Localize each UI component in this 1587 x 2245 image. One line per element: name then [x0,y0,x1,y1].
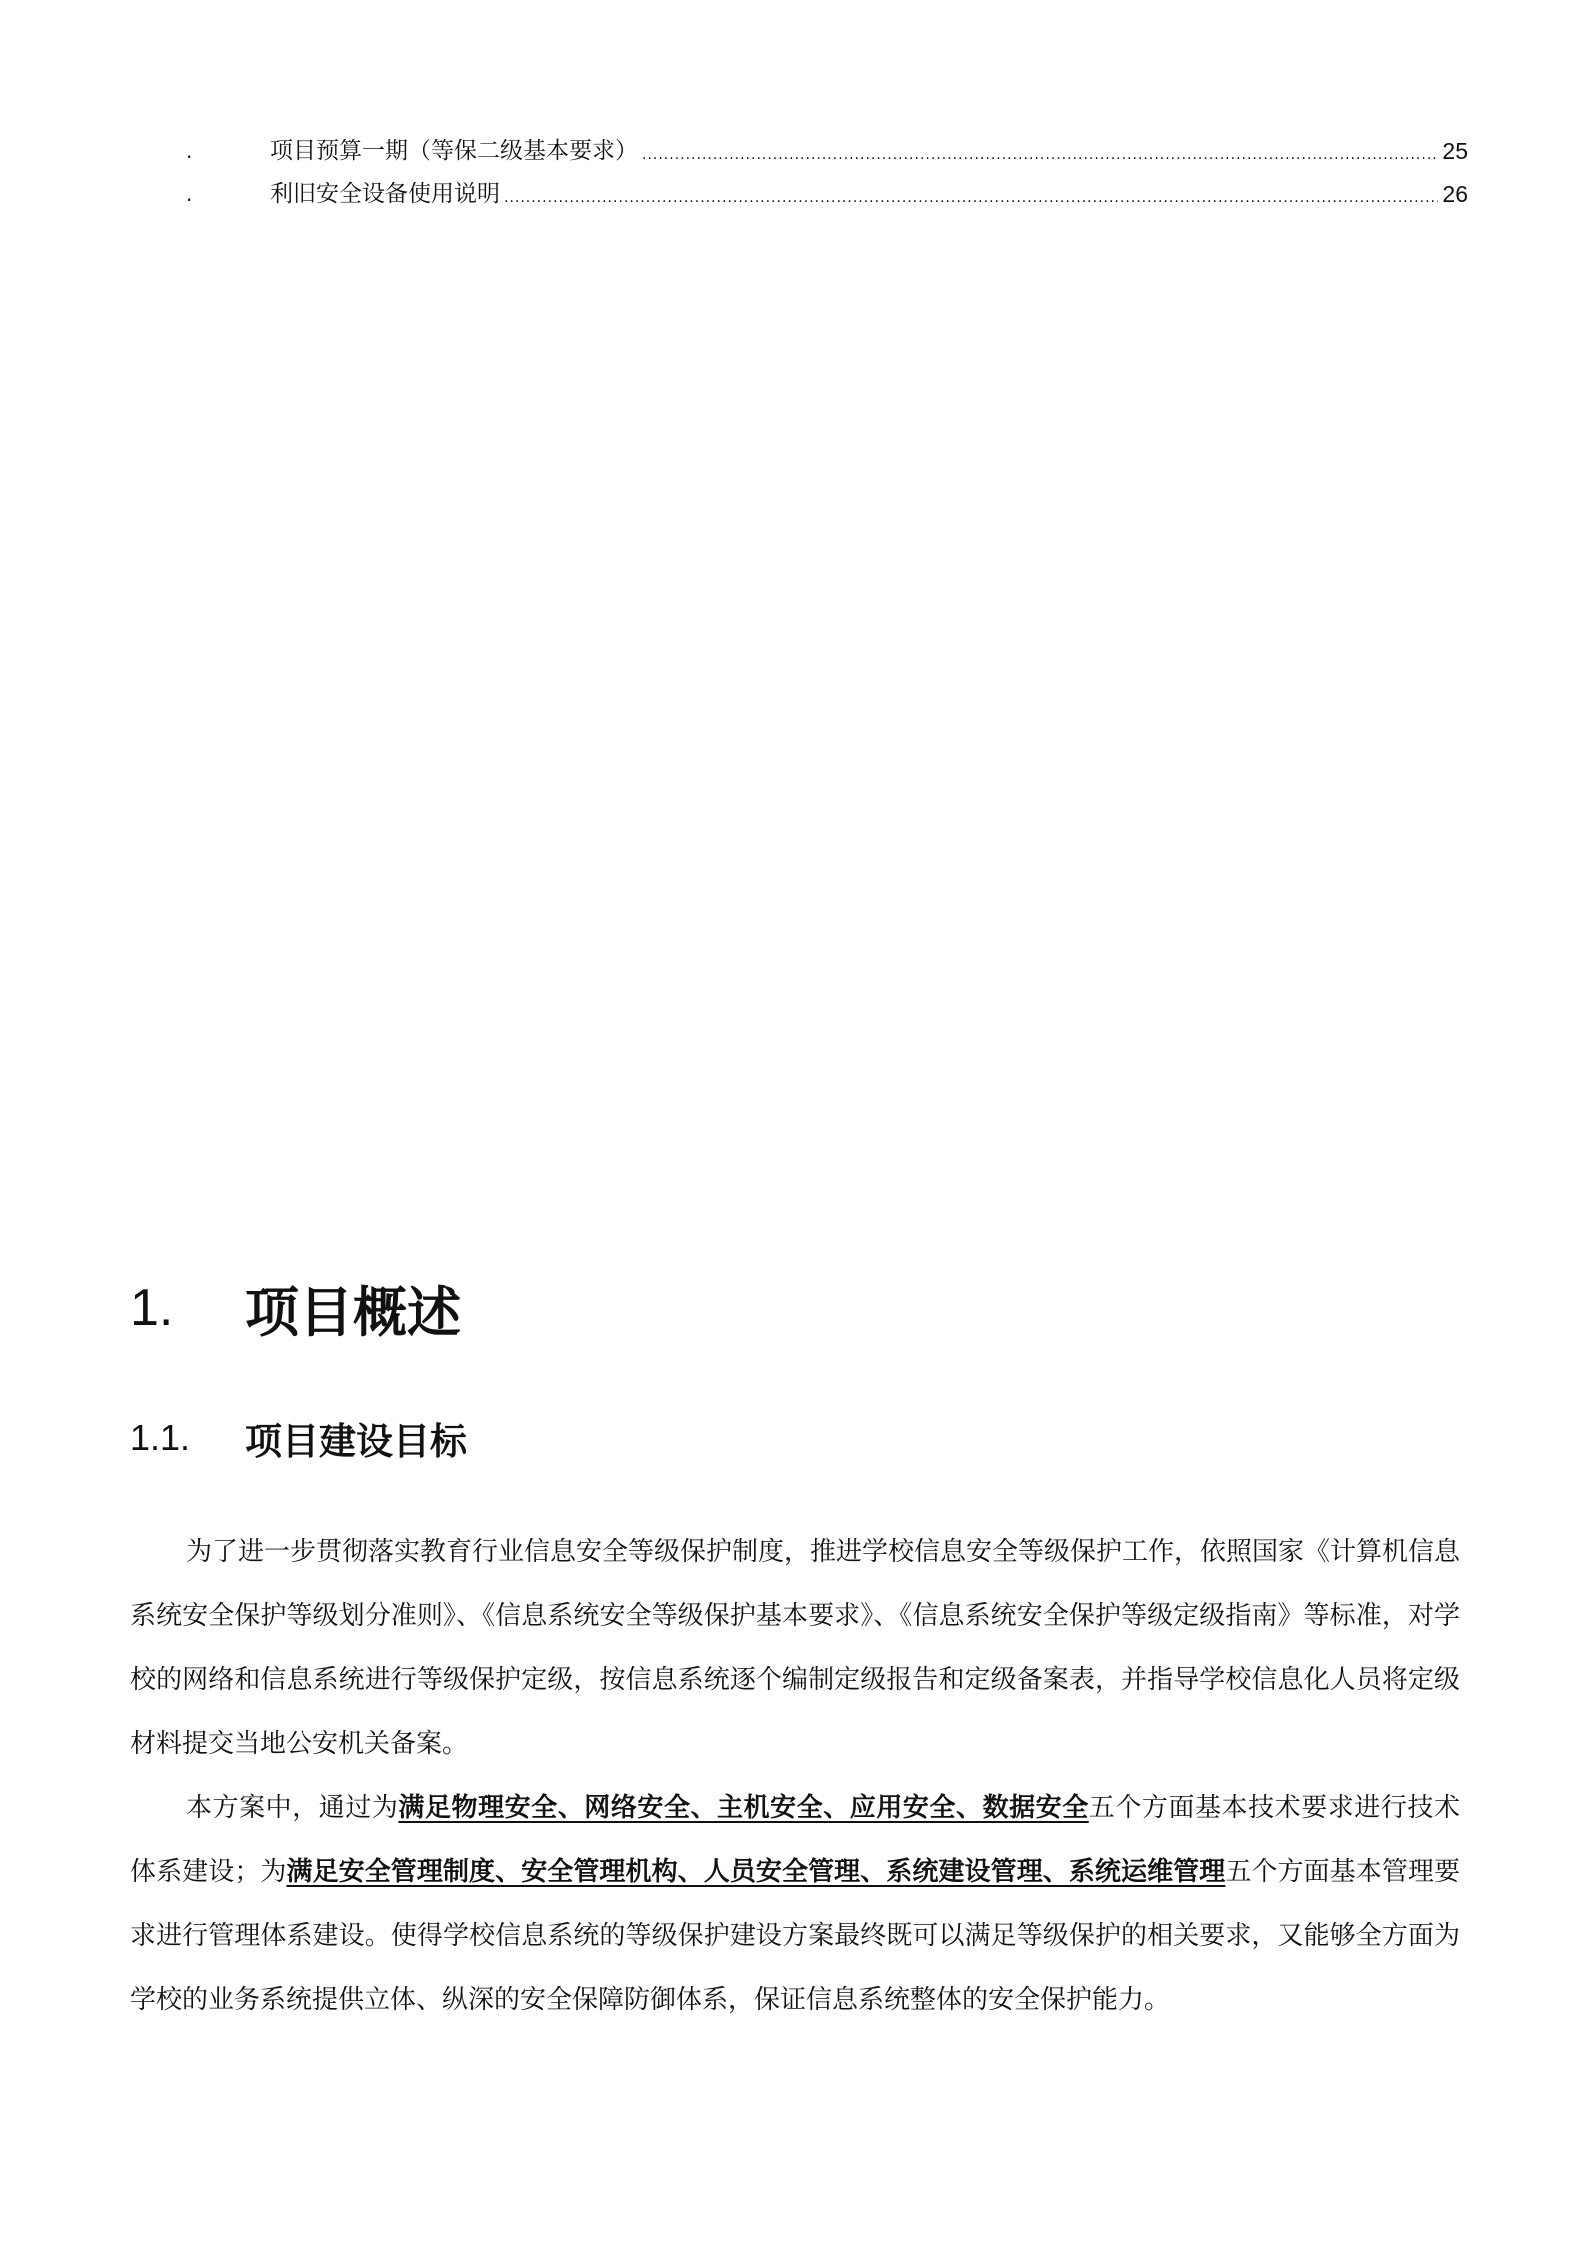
heading-1-number: 1. [130,1279,174,1337]
toc-entry-reused-devices[interactable] [186,173,1468,216]
paragraph-2-part-2: 五个方面基本技术要求进行技术体系建设；为 [130,1793,1460,1887]
toc-entry-title: 利旧安全设备使用说明 [270,181,500,207]
paragraph-2 [130,1776,1460,2032]
toc-page-number: 26 [1442,181,1468,207]
toc-entry-title: 项目预算一期（等保二级基本要求） [270,138,638,164]
paragraph-2-part-1: 本方案中，通过为 [186,1793,399,1823]
heading-1-title: 项目概述 [245,1280,461,1344]
toc-bullet: . [186,182,193,206]
paragraph-1: 为了进一步贯彻落实教育行业信息安全等级保护制度，推进学校信息安全等级保护工作，依照国家《计算机信息系统安全保护等级划分准则》、《信息系统安全等级保护基本要求》、《信息系统安全保护等级定级指南》等标准，对学校的网络和信息系统进行等级保护定级，按信息系统逐个编制定级报告和定级备案表，并指导学校信息化人员将定级材料提交当地公安机关备案。 [130,1537,1461,1759]
toc-dot-leader [504,177,1438,220]
table-of-contents [186,130,1468,216]
paragraph-2-part-3: 五个方面基本管理要求进行管理体系建设。使得学校信息系统的等级保护建设方案最终既可以满足等级保护的相关要求，又能够全方面为学校的业务系统提供立体、纵深的安全保障防御体系，保证信息系统整体的安全保护能力。 [130,1857,1460,2015]
heading-1 [130,1268,461,1348]
management-requirements-emphasis: 满足安全管理制度、安全管理机构、人员安全管理、系统建设管理、系统运维管理 [286,1857,1226,1887]
toc-bullet: . [186,139,193,163]
heading-2-number: 1.1. [130,1417,191,1458]
body-text [130,1520,1460,2032]
toc-dot-leader [642,134,1438,177]
heading-2-title: 项目建设目标 [245,1420,467,1463]
heading-2 [130,1408,467,1468]
technical-requirements-emphasis: 满足物理安全、网络安全、主机安全、应用安全、数据安全 [398,1793,1089,1823]
toc-page-number: 25 [1442,138,1468,164]
toc-entry-budget[interactable] [186,130,1468,173]
